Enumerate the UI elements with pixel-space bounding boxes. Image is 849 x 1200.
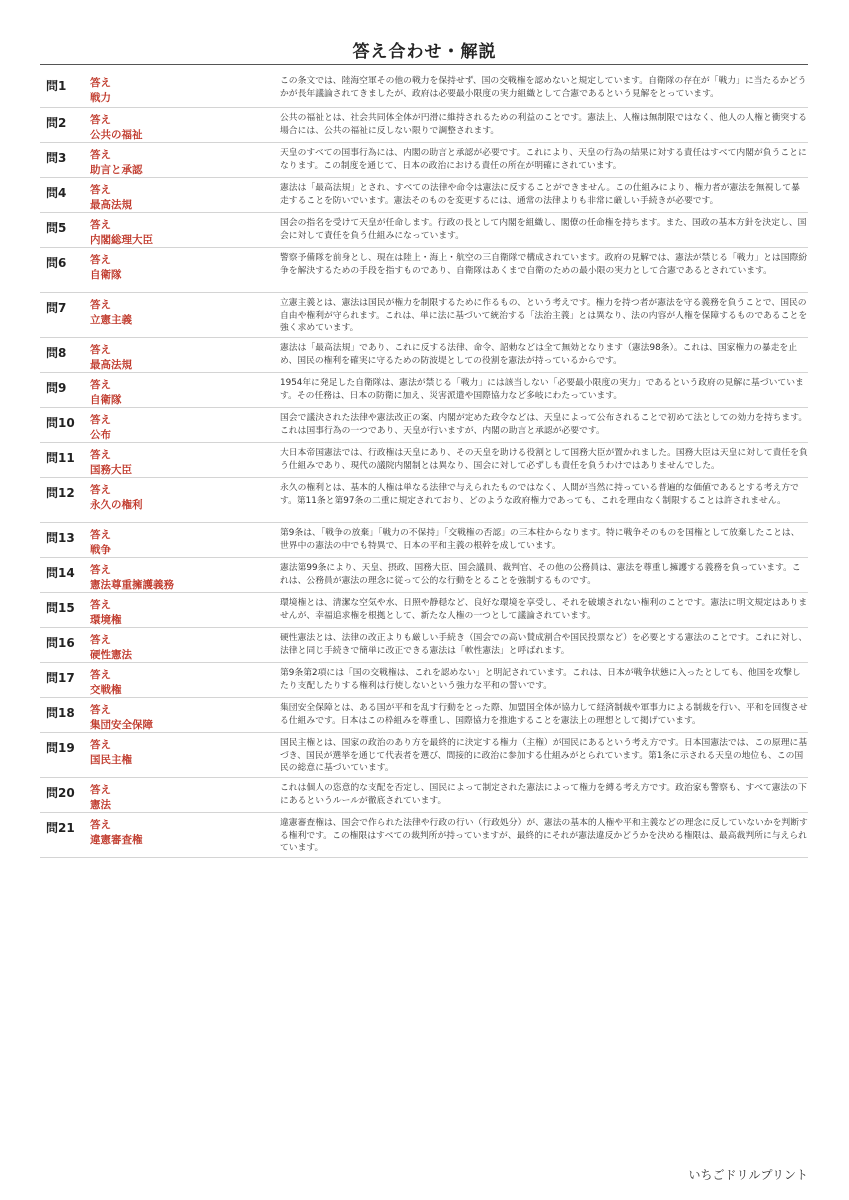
answer-row (40, 443, 808, 478)
question-number: 問3 (46, 151, 67, 165)
answer-text: 永久の権利 (90, 499, 143, 511)
answer-block (90, 598, 270, 628)
explanation-text: 永久の権利とは、基本的人権は単なる法律で与えられたものではなく、人間が当然に持っている普遍的な価値であるとする考え方です。第11条と第97条の二重に規定されており、どのような政府権力であっても、これを理由なく制限することは許されません。 (280, 483, 799, 506)
question-number: 問6 (46, 256, 67, 270)
answer-list (40, 71, 808, 858)
explanation-text: 国民主権とは、国家の政治のあり方を最終的に決定する権力（主権）が国民にあるという考え方です。日本国憲法では、この原理に基づき、国民が選挙を通じて代表者を選び、間接的に政治に参加する仕組みがとられています。第1条に示される天皇の地位も、この国民の総意に基づいています。 (280, 738, 808, 774)
answer-row (40, 143, 808, 178)
answer-text: 国民主権 (90, 754, 132, 766)
question-number: 問19 (46, 741, 75, 755)
answer-label: 答え (90, 449, 111, 461)
answer-label: 答え (90, 77, 111, 89)
answer-text: 最高法規 (90, 359, 132, 371)
answer-row (40, 248, 808, 293)
explanation-text: 国会で議決された法律や憲法改正の案、内閣が定めた政令などは、天皇によって公布されることで初めて法としての効力を持ちます。これは国事行為の一つであり、天皇が行いますが、内閣の助言と承認が必要です。 (280, 413, 808, 436)
answer-label: 答え (90, 484, 111, 496)
question-number: 問12 (46, 486, 75, 500)
answer-text: 環境権 (90, 614, 122, 626)
answer-block (90, 298, 270, 328)
answer-row (40, 593, 808, 628)
question-number: 問14 (46, 566, 75, 580)
explanation-text: 公共の福祉とは、社会共同体全体が円滑に維持されるための利益のことです。憲法上、人権は無制限ではなく、他人の人権と衝突する場合には、公共の福祉に反しない限りで調整されます。 (280, 113, 807, 136)
question-number: 問7 (46, 301, 67, 315)
answer-label: 答え (90, 669, 111, 681)
explanation-text: 国会の指名を受けて天皇が任命します。行政の長として内閣を組織し、閣僚の任命権を持ちます。また、国政の基本方針を決定し、国会に対して責任を負う仕組みになっています。 (280, 218, 807, 241)
explanation-text: 集団安全保障とは、ある国が平和を乱す行動をとった際、加盟国全体が協力して経済制裁や軍事力による制裁を行い、平和を回復させる仕組みです。日本はこの枠組みを尊重し、国際協力を推進することを憲法上の理想として掲げています。 (280, 703, 808, 726)
answer-block (90, 448, 270, 478)
answer-block (90, 563, 270, 593)
answer-text: 集団安全保障 (90, 719, 153, 731)
answer-text: 違憲審査権 (90, 834, 143, 846)
answer-block (90, 738, 270, 768)
question-number: 問10 (46, 416, 75, 430)
question-number: 問5 (46, 221, 67, 235)
explanation-text: 硬性憲法とは、法律の改正よりも厳しい手続き（国会での高い賛成割合や国民投票など）を必要とする憲法のことです。これに対し、法律と同じ手続きで簡単に改正できる憲法は「軟性憲法」と呼ばれます。 (280, 633, 808, 656)
question-number: 問16 (46, 636, 75, 650)
answer-text: 交戦権 (90, 684, 122, 696)
answer-block (90, 218, 270, 248)
answer-block (90, 148, 270, 178)
question-number: 問1 (46, 79, 67, 93)
answer-row (40, 628, 808, 663)
question-number: 問17 (46, 671, 75, 685)
question-number: 問2 (46, 116, 67, 130)
answer-row (40, 558, 808, 593)
question-number: 問4 (46, 186, 67, 200)
question-number: 問20 (46, 786, 75, 800)
question-number: 問18 (46, 706, 75, 720)
answer-text: 公布 (90, 429, 111, 441)
answer-label: 答え (90, 634, 111, 646)
question-number: 問15 (46, 601, 75, 615)
answer-block (90, 183, 270, 213)
explanation-text: 環境権とは、清潔な空気や水、日照や静穏など、良好な環境を享受し、それを破壊されない権利のことです。憲法に明文規定はありませんが、幸福追求権を根拠として、新たな人権の一つとして議論されています。 (280, 598, 808, 621)
answer-block (90, 253, 270, 283)
answer-block (90, 113, 270, 143)
answer-label: 答え (90, 299, 111, 311)
answer-text: 最高法規 (90, 199, 132, 211)
answer-label: 答え (90, 819, 111, 831)
answer-row (40, 778, 808, 813)
answer-label: 答え (90, 149, 111, 161)
answer-label: 答え (90, 599, 111, 611)
explanation-text: 違憲審査権は、国会で作られた法律や行政の行い（行政処分）が、憲法の基本的人権や平和主義などの理念に反していないかを判断する権利です。この権限はすべての裁判所が持っていますが、最終的にそれが憲法違反かどうかを決める権限は、最高裁判所に与えられています。 (280, 818, 808, 854)
explanation-text: 第9条は、「戦争の放棄」「戦力の不保持」「交戦権の否認」の三本柱からなります。特に戦争そのものを国権として放棄したことは、世界中の憲法の中でも特異で、日本の平和主義の根幹を成しています。 (280, 528, 800, 551)
explanation-text: この条文では、陸海空軍その他の戦力を保持せず、国の交戦権を認めないと規定しています。自衛隊の存在が「戦力」に当たるかどうかが長年議論されてきましたが、政府は必要最小限度の実力組織として合憲であるという見解をとっています。 (280, 76, 807, 99)
question-number: 問13 (46, 531, 75, 545)
answer-text: 自衛隊 (90, 269, 122, 281)
answer-label: 答え (90, 564, 111, 576)
page-title: 答え合わせ・解説 (352, 42, 497, 62)
answer-text: 内閣総理大臣 (90, 234, 153, 246)
answer-text: 立憲主義 (90, 314, 132, 326)
question-number: 問9 (46, 381, 67, 395)
explanation-text: 第9条第2項には「国の交戦権は、これを認めない」と明記されています。これは、日本が戦争状態に入ったとしても、他国を攻撃したり支配したりする権利は行使しないという強力な平和の誓いです。 (280, 668, 801, 691)
answer-text: 国務大臣 (90, 464, 132, 476)
answer-block (90, 528, 270, 558)
answer-label: 答え (90, 114, 111, 126)
answer-row (40, 478, 808, 523)
explanation-text: 憲法は「最高法規」であり、これに反する法律、命令、詔勅などは全て無効となります（憲法98条）。これは、国家権力の暴走を止め、国民の権利を確実に守るための防波堤としての役割を憲法が持っているからです。 (280, 343, 798, 366)
answer-row (40, 663, 808, 698)
answer-block (90, 783, 270, 813)
answer-row (40, 293, 808, 338)
answer-text: 憲法尊重擁護義務 (90, 579, 174, 591)
answer-text: 公共の福祉 (90, 129, 143, 141)
answer-label: 答え (90, 344, 111, 356)
answer-row (40, 373, 808, 408)
answer-text: 戦争 (90, 544, 111, 556)
answer-row (40, 338, 808, 373)
explanation-text: 大日本帝国憲法では、行政権は天皇にあり、その天皇を助ける役割として国務大臣が置かれました。国務大臣は天皇に対して責任を負う仕組みであり、現代の議院内閣制とは異なり、国会に対して必ずしも責任を負うわけではありませんでした。 (280, 448, 808, 471)
answer-block (90, 413, 270, 443)
answer-row (40, 698, 808, 733)
explanation-text: 警察予備隊を前身とし、現在は陸上・海上・航空の三自衛隊で構成されています。政府の見解では、憲法が禁じる「戦力」とは国際紛争を解決するための手段を指すものであり、自衛隊はあくまで自衛のための最小限の実力として合憲であるとされています。 (280, 253, 808, 276)
title-divider (40, 64, 808, 65)
answer-label: 答え (90, 784, 111, 796)
answer-block (90, 633, 270, 663)
answer-row (40, 71, 808, 108)
explanation-text: 天皇のすべての国事行為には、内閣の助言と承認が必要です。これにより、天皇の行為の結果に対する責任はすべて内閣が負うことになります。この制度を通じて、日本の政治における責任の所在が明確にされています。 (280, 148, 807, 171)
explanation-text: 憲法は「最高法規」とされ、すべての法律や命令は憲法に反することができません。この仕組みにより、権力者が憲法を無視して暴走することを防いでいます。憲法そのものを変更するには、通常の法律よりも非常に厳しい手続きが必要です。 (280, 183, 800, 206)
answer-block (90, 343, 270, 373)
answer-block (90, 76, 270, 106)
answer-row (40, 813, 808, 858)
answer-label: 答え (90, 254, 111, 266)
question-number: 問11 (46, 451, 75, 465)
answer-label: 答え (90, 219, 111, 231)
explanation-text: 1954年に発足した自衛隊は、憲法が禁じる「戦力」には該当しない「必要最小限度の実力」であるという政府の見解に基づいています。その任務は、日本の防衛に加え、災害派遣や国際協力など多岐にわたっています。 (280, 378, 804, 401)
answer-block (90, 668, 270, 698)
answer-block (90, 378, 270, 408)
answer-text: 戦力 (90, 92, 111, 104)
explanation-text: これは個人の恣意的な支配を否定し、国民によって制定された憲法によって権力を縛る考え方です。政治家も警察も、すべて憲法の下にあるというルールが徹底されています。 (280, 783, 807, 806)
answer-label: 答え (90, 704, 111, 716)
answer-label: 答え (90, 414, 111, 426)
answer-label: 答え (90, 529, 111, 541)
question-number: 問21 (46, 821, 75, 835)
explanation-text: 憲法第99条により、天皇、摂政、国務大臣、国会議員、裁判官、その他の公務員は、憲法を尊重し擁護する義務を負っています。これは、公務員が憲法の理念に従って公的な行動をとることを強制するものです。 (280, 563, 801, 586)
footer-brand: いちごドリルプリント (688, 1168, 808, 1182)
answer-row (40, 213, 808, 248)
answer-label: 答え (90, 739, 111, 751)
answer-row (40, 408, 808, 443)
answer-row (40, 178, 808, 213)
answer-row (40, 733, 808, 778)
explanation-text: 立憲主義とは、憲法は国民が権力を制限するために作るもの、という考えです。権力を持つ者が憲法を守る義務を負うことで、国民の自由や権利が守られます。これは、単に法に基づいて統治する「法治主義」とは異なり、法の内容が人権を保障するものであることを強く求めています。 (280, 298, 808, 334)
answer-label: 答え (90, 379, 111, 391)
question-number: 問8 (46, 346, 67, 360)
answer-block (90, 703, 270, 733)
answer-text: 助言と承認 (90, 164, 143, 176)
answer-row (40, 108, 808, 143)
answer-block (90, 483, 270, 513)
answer-row (40, 523, 808, 558)
answer-text: 硬性憲法 (90, 649, 132, 661)
answer-block (90, 818, 270, 848)
answer-text: 憲法 (90, 799, 111, 811)
answer-label: 答え (90, 184, 111, 196)
answer-text: 自衛隊 (90, 394, 122, 406)
